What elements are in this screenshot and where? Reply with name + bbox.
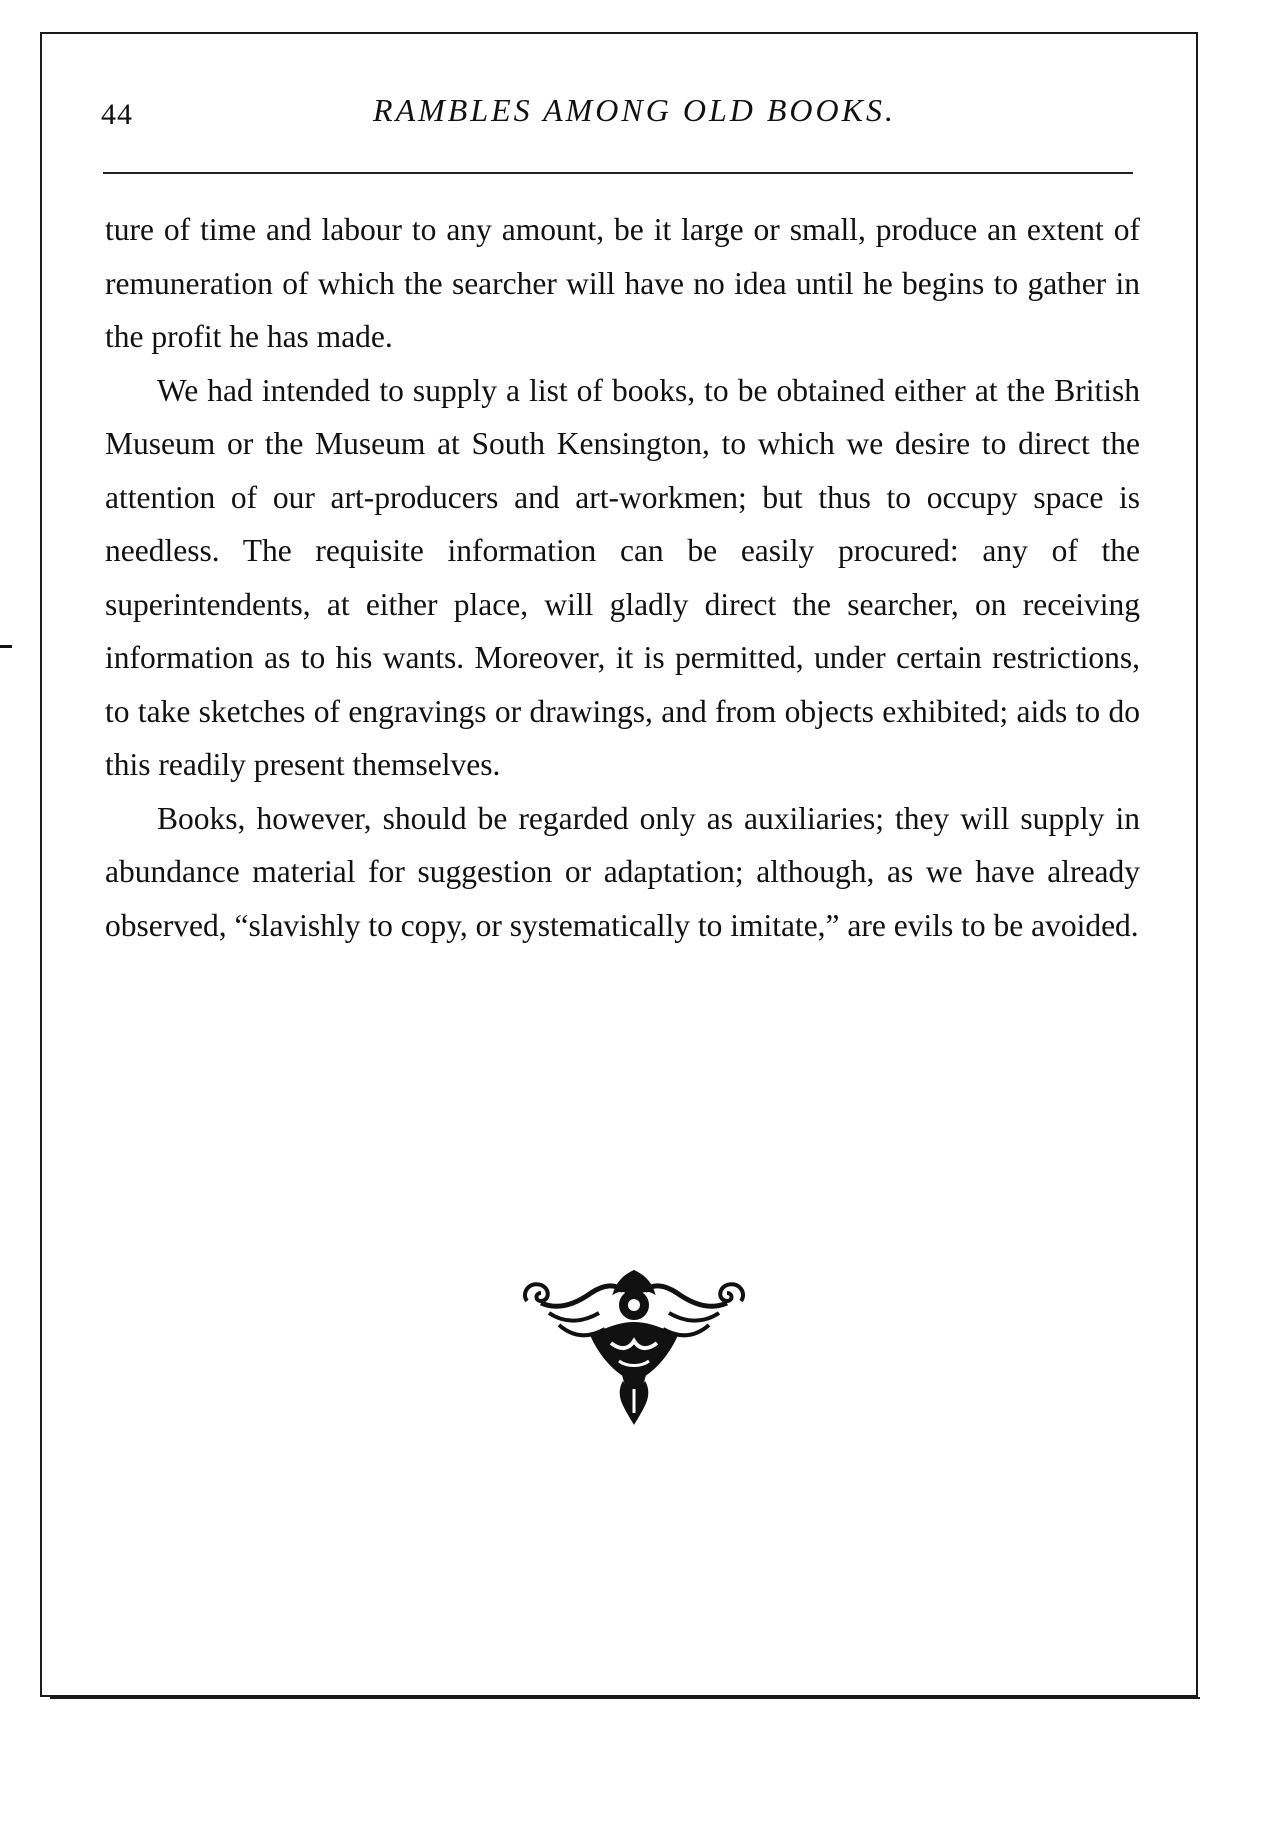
header-rule — [103, 172, 1133, 174]
margin-mark — [0, 645, 12, 648]
paragraph-3: Books, however, should be regarded only as auxiliaries; they will supply in abundance material for suggestion or adaptation; although, as we have already observed, “slavishly to copy, or systematically to imitate,” are evils to be avoided. — [105, 800, 1140, 943]
body-text — [105, 203, 1140, 952]
running-title: RAMBLES AMONG OLD BOOKS. — [373, 92, 896, 128]
paragraph-1: ture of time and labour to any amount, be it large or small, produce an extent of remuneration of which the searcher will have no idea until he begins to gather in the profit he has made. — [105, 212, 1140, 354]
bottom-rule — [50, 1697, 1200, 1699]
page-number: 44 — [101, 98, 133, 131]
tailpiece-ornament-icon — [519, 1263, 749, 1428]
paragraph-2: We had intended to supply a list of books, to be obtained either at the British Museum or the Museum at South Kensington, to which we desire to direct the attention of our art-producers and art-workmen; but thus to occupy space is needless. The requisite information can be easily procured: any of the superintendents, at either place, will gladly direct the searcher, on receiving information as to his wants. Moreover, it is permitted, under certain restrictions, to take sketches of engravings or drawings, and from objects exhibited; aids to do this readily present themselves. — [105, 372, 1140, 782]
